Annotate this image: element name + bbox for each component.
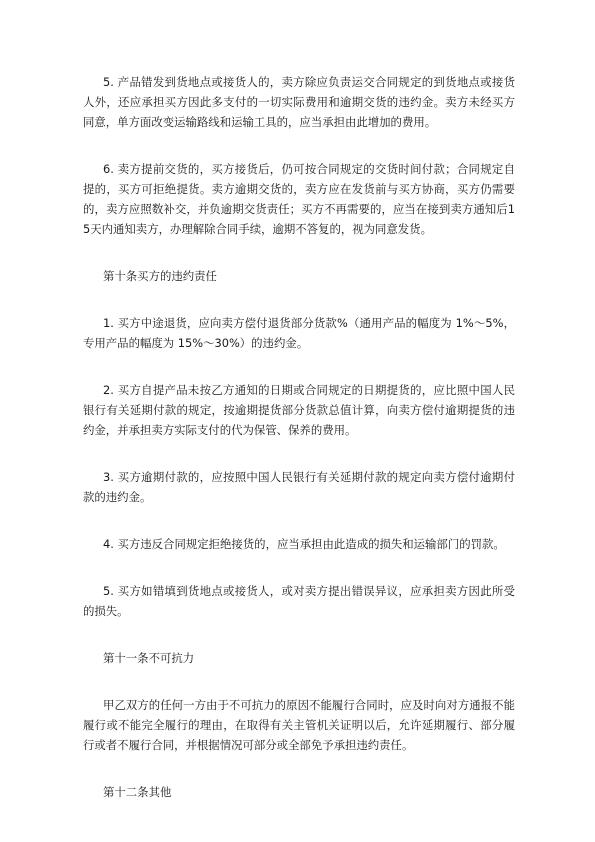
clause-10-item-4: 4. 买方违反合同规定拒绝接货的，应当承担由此造成的损失和运输部门的罚款。 (103, 537, 505, 551)
clause-9-item-5: 5. 产品错发到货地点或接货人的，卖方除应负责运交合同规定的到货地点或接货人外，还应承担买方因此多支付的一切实际费用和逾期交货的违约金。卖方未经买方同意，单方面改变运输路线和运输工具的，应当承担由此增加的费用。 (83, 75, 515, 129)
clause-10-item-2: 2. 买方自提产品未按乙方通知的日期或合同规定的日期提货的，应比照中国人民银行有关延期付款的规定，按逾期提货部分货款总值计算，向卖方偿付逾期提货的违约金，并承担卖方实际支付的代为保管、保养的费用。 (83, 383, 515, 437)
spacer (83, 755, 515, 782)
spacer (83, 353, 515, 380)
clause-10-item-3: 3. 买方逾期付款的，应按照中国人民银行有关延期付款的规定向卖方偿付逾期付款的违约金。 (83, 470, 515, 504)
spacer (83, 668, 515, 695)
spacer (83, 132, 515, 159)
spacer (83, 440, 515, 467)
clause-10-heading: 第十条买方的违约责任 (103, 269, 217, 283)
clause-10-item-1: 1. 买方中途退货，应向卖方偿付退货部分货款%（通用产品的幅度为 1%～5%，专用产品的幅度为 15%～30%）的违约金。 (83, 316, 515, 350)
clause-11-heading: 第十一条不可抗力 (103, 651, 195, 665)
clause-12-heading: 第十二条其他 (103, 785, 172, 799)
spacer (83, 621, 515, 648)
document-body (83, 72, 515, 802)
spacer (83, 554, 515, 581)
clause-11-body: 甲乙双方的任何一方由于不可抗力的原因不能履行合同时，应及时向对方通报不能履行或不能完全履行的理由，在取得有关主管机关证明以后，允许延期履行、部分履行或者不履行合同，并根据情况可部分或全部免予承担违约责任。 (83, 698, 515, 752)
clause-10-item-5: 5. 买方如错填到货地点或接货人，或对卖方提出错误异议，应承担卖方因此所受的损失。 (83, 584, 515, 618)
clause-9-item-6: 6. 卖方提前交货的，买方接货后，仍可按合同规定的交货时间付款；合同规定自提的，买方可拒绝提货。卖方逾期交货的，卖方应在发货前与买方协商，买方仍需要的，卖方应照数补交，并负逾期交货责任；买方不再需要的，应当在接到卖方通知后15天内通知卖方，办理解除合同手续，逾期不答复的，视为同意发货。 (83, 162, 515, 236)
spacer (83, 286, 515, 313)
spacer (83, 239, 515, 266)
spacer (83, 507, 515, 534)
